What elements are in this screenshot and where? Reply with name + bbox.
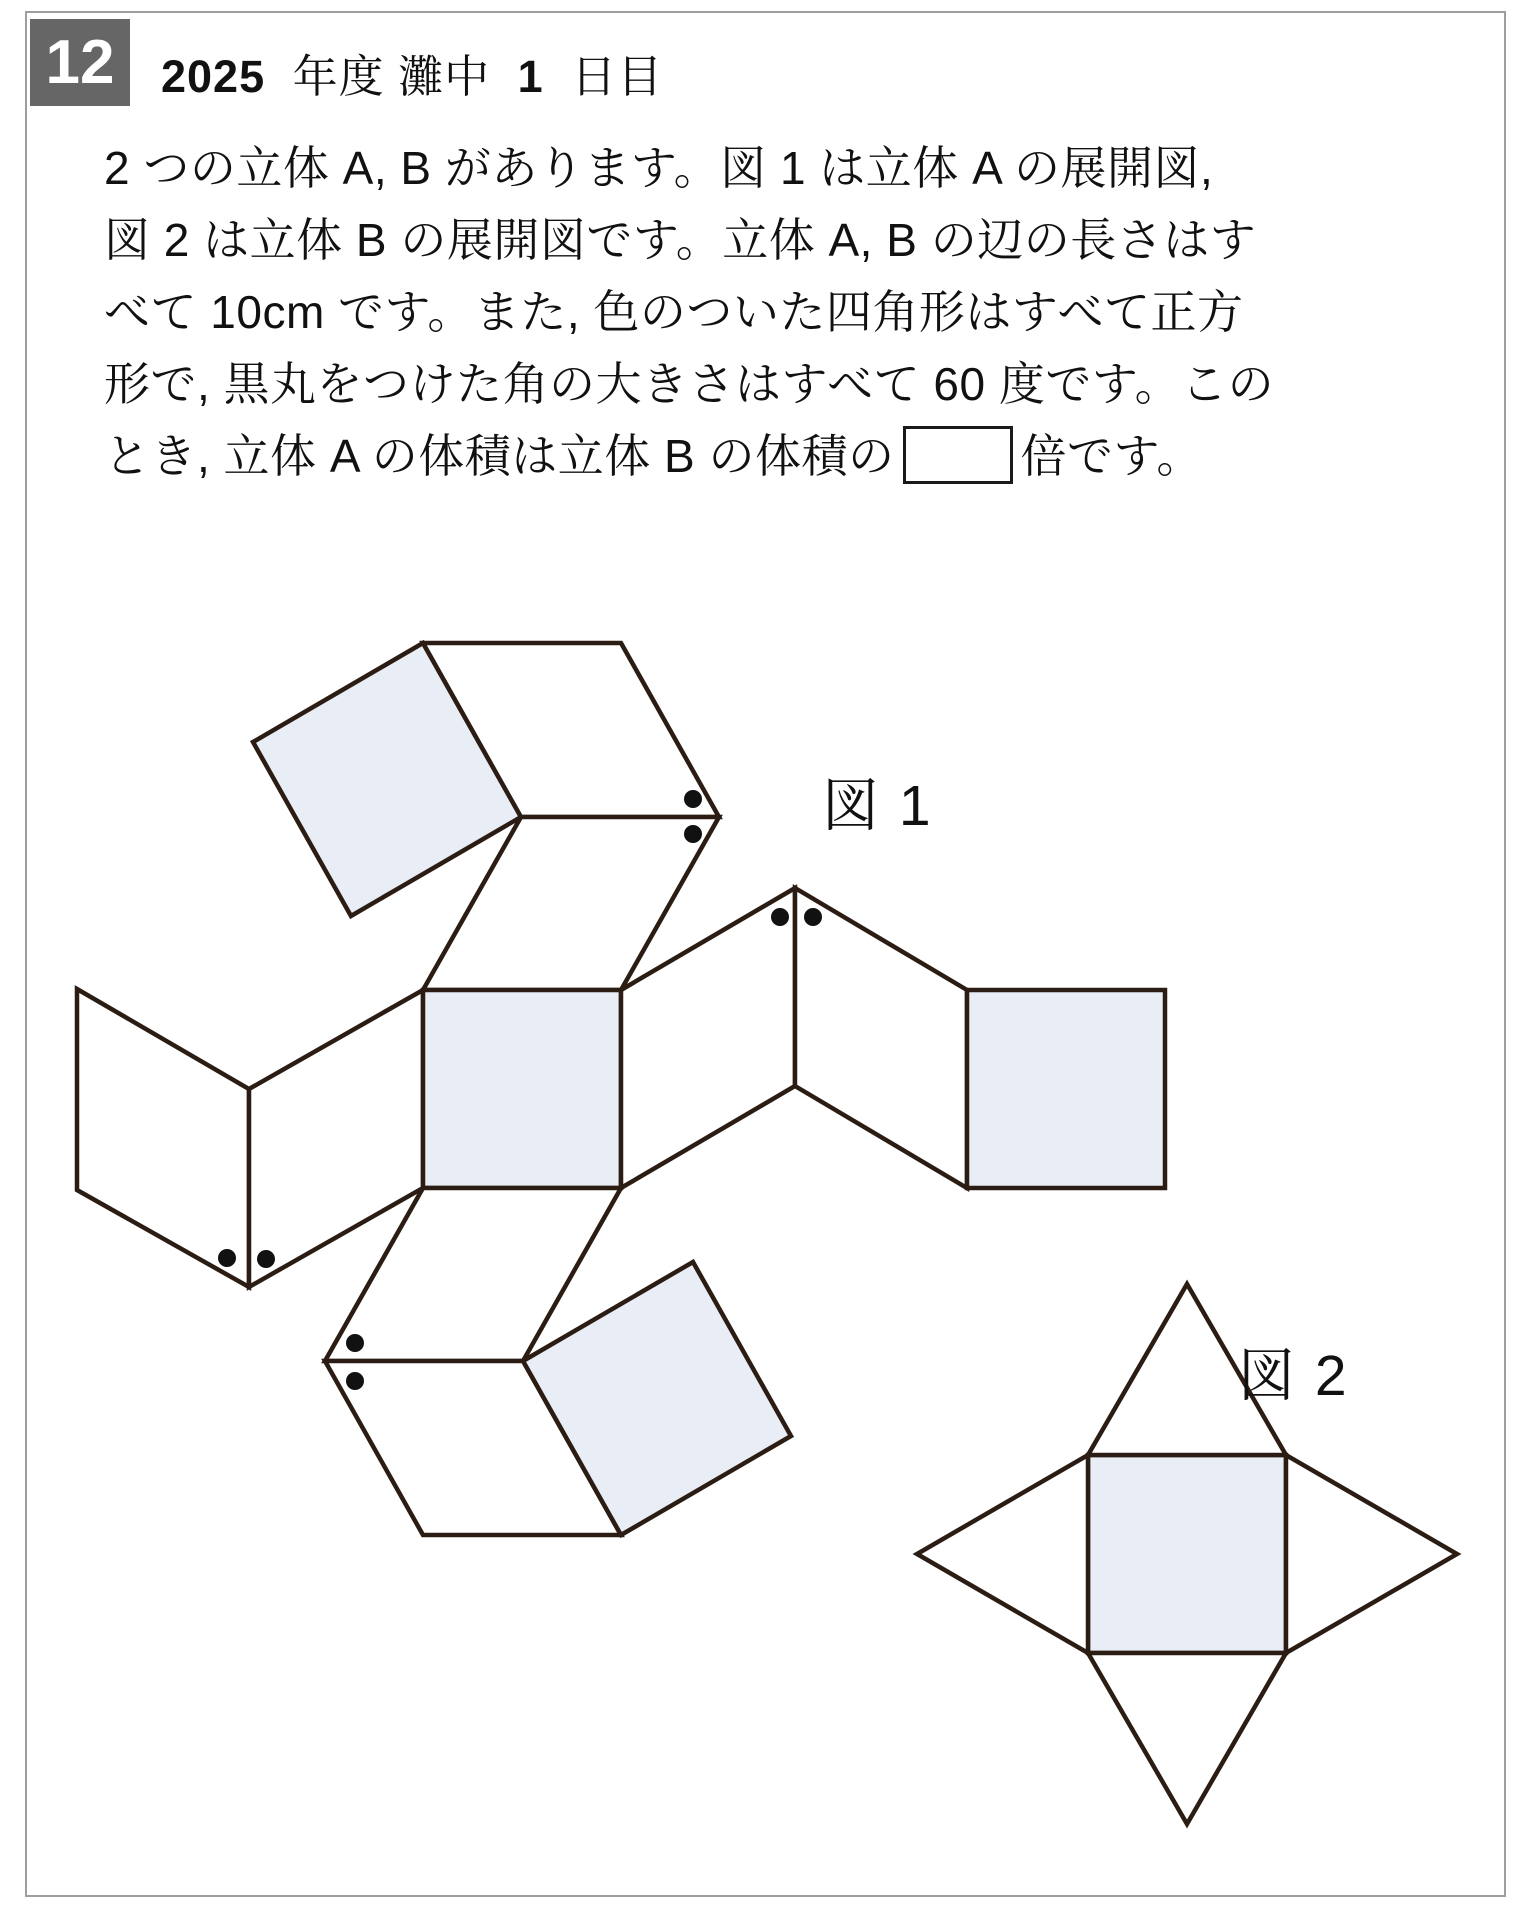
net-face-left-triangle [917,1455,1088,1653]
figure1-label: 図 1 [822,774,933,838]
angle-dot [804,908,822,926]
text-line-1: 2 つの立体 A, B があります。図 1 は立体 A の展開図, [104,142,1214,194]
text-line-4: 形で, 黒丸をつけた角の大きさはすべて 60 度です。この [104,358,1275,410]
net-face-central-square [1088,1455,1286,1653]
header-day-number: 1 [517,51,544,102]
angle-dot [684,825,702,843]
text-line-2: 図 2 は立体 B の展開図です。立体 A, B の辺の長さはす [104,214,1257,266]
problem-number: 12 [45,28,115,97]
angle-dot [346,1372,364,1390]
angle-dot [257,1250,275,1268]
net-face-right-triangle [1286,1455,1457,1653]
figure2-label: 図 2 [1238,1344,1349,1408]
header-title-mid: 年度 灘中 [292,51,491,102]
header-title-suffix: 日目 [571,51,664,102]
net-face-right-rhombus-2 [795,888,967,1188]
header-year: 2025 [161,51,266,102]
net-face-right-square [967,990,1165,1188]
text-line-5-after: 倍です。 [1020,430,1203,482]
angle-dot [771,908,789,926]
net-face-bottom-triangle [1088,1653,1286,1824]
angle-dot [346,1334,364,1352]
angle-dot [218,1249,236,1267]
text-line-3: べて 10cm です。また, 色のついた四角形はすべて正方 [104,286,1244,338]
net-face-central-square [423,990,621,1188]
angle-dot [684,790,702,808]
text-line-5-before: とき, 立体 A の体積は立体 B の体積の [104,430,895,482]
net-face-left-v-rhombus-1 [77,989,249,1287]
